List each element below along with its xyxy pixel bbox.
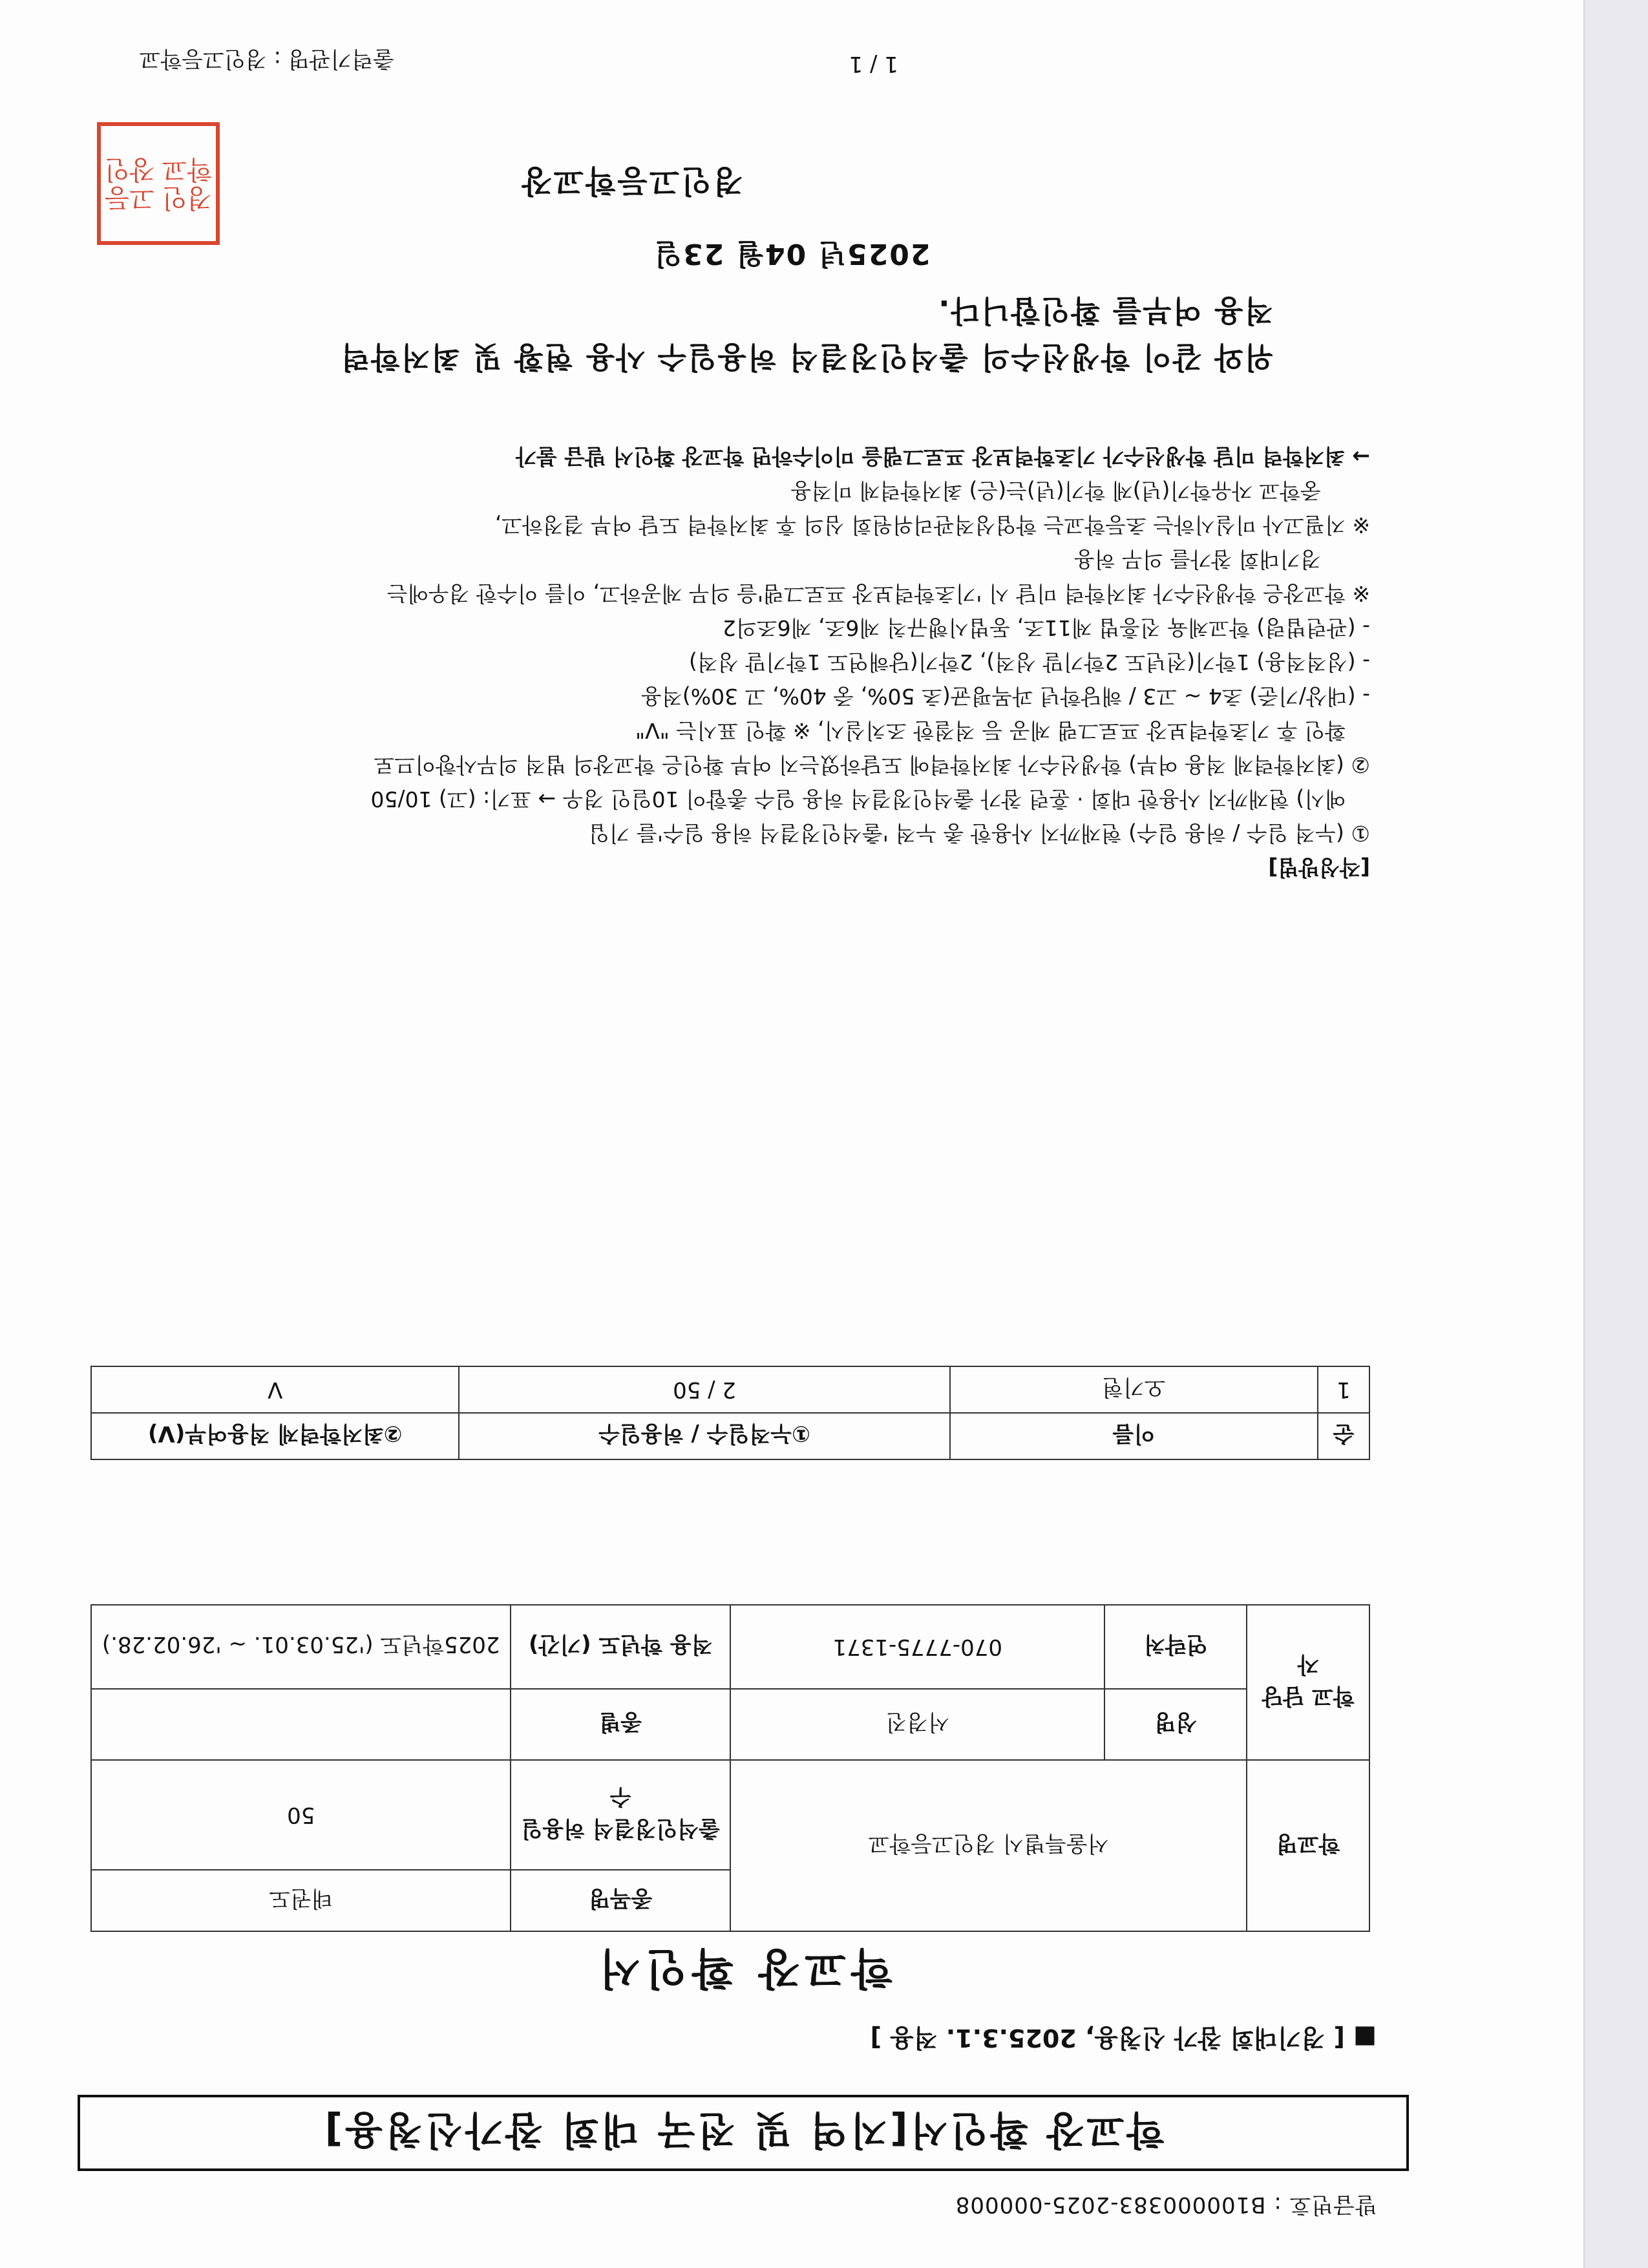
reference-note: ■ [ 경기대회 참가 신청용, 2025.3.1. 적용 ] xyxy=(870,2024,1377,2052)
contact-label: 연락처 xyxy=(1104,1605,1247,1689)
results-table xyxy=(90,1366,1370,1460)
confirmation-line-1: 위와 같이 학생선수의 출석인정결석 허용일수 사용 현황 및 최저학력 xyxy=(339,340,1273,375)
allowed-days-label: 출석인정결석 허용일수 xyxy=(511,1760,730,1870)
instruction-line: 예시) 현재까지 사용한 대회 · 훈련 참가 출석인정결석 허용 일수 총합이 10일인 경우 → 표기: (고) 10/50 xyxy=(370,787,1346,812)
instruction-line: → 최저학력 미달 학생선수가 기초학력보장 프로그램을 미이수하면 학교장 확인서 발급 불가 xyxy=(515,444,1370,469)
school-name-value: 서울특별시 경인고등학교 xyxy=(730,1760,1247,1931)
table-row xyxy=(91,1366,1369,1413)
certificate-title: 학교장 확인서 xyxy=(594,1944,893,1993)
seal-char: 장인 xyxy=(104,154,155,184)
instruction-line: 확인 후 기초학력보장 프로그램 제공 등 적절한 조치실시, ※ 확인 표시는 "V" xyxy=(635,718,1346,743)
teacher-group-label: 학교 담당자 xyxy=(1247,1605,1369,1760)
instruction-line: 중학교 자유학기(년)제 학기(년)는(은) 최저학력제 미적용 xyxy=(790,478,1321,503)
grade-label: 종별 xyxy=(511,1689,730,1760)
results-cell-minimum: V xyxy=(91,1366,459,1413)
period-label: 적용 학년도 (기간) xyxy=(511,1605,730,1689)
contact-value: 070-7775-1371 xyxy=(730,1605,1104,1689)
results-header-name: 이름 xyxy=(950,1413,1318,1459)
instructions xyxy=(90,440,1370,885)
results-cell-no: 1 xyxy=(1318,1366,1369,1413)
teacher-name-value: 서경진 xyxy=(730,1689,1104,1760)
instruction-line: 경기대회 참가를 의무 허용 xyxy=(1073,547,1321,572)
instruction-line: - (성적적용) 1학기(전년도 2학기말 성적), 2학기(당해연도 1학기말 성적) xyxy=(688,650,1370,675)
grade-value xyxy=(91,1689,511,1760)
official-seal xyxy=(97,122,220,245)
results-cell-days: 2 / 50 xyxy=(459,1366,949,1413)
sport-value: 태권도 xyxy=(91,1870,511,1931)
seal-char: 고등 xyxy=(104,183,155,213)
main-title-box xyxy=(78,2095,1409,2171)
issuer-name: 출력기관명 : 경인고등학교 xyxy=(139,46,394,72)
sport-label: 종목명 xyxy=(511,1870,730,1931)
instruction-line: - (대상/기준) 초4 ~ 고3 / 해당학년 과목평균(초 50%, 중 40%, 고 30%)적용 xyxy=(641,684,1370,709)
instruction-line: ① (누적 일수 / 허용 일수) 현재까지 사용한 총 누적 '출석인정결석 허용 일수'를 기입 xyxy=(588,821,1370,846)
instruction-line: ② (최저학력제 적용 여부) 학생선수가 최저학력에 도달하였는지 여부 확인은 학교장의 법적 의무사항이므로 xyxy=(374,752,1370,778)
confirmation-line-2: 적용 여부를 확인합니다. xyxy=(937,293,1273,328)
instruction-line: - (관련법령) 학교체육 진흥법 제11조, 동법시행규칙 제6조, 제6조의2 xyxy=(722,615,1370,641)
instructions-section-label: [작성방법] xyxy=(1268,855,1370,880)
results-header-days: ①누적일수 / 허용일수 xyxy=(459,1413,949,1459)
issue-number: 발급번호 : B100000383-2025-000008 xyxy=(955,2192,1377,2218)
seal-char: 경인 xyxy=(162,183,213,213)
page-number: 1 / 1 xyxy=(849,51,898,77)
info-table xyxy=(90,1604,1370,1932)
principal-name: 경인고등학교장 xyxy=(520,163,743,199)
confirmation-text xyxy=(71,288,1273,381)
period-value: 2025학년도 ('25.03.01. ~ '26.02.28.) xyxy=(91,1605,511,1689)
seal-char: 학교 xyxy=(162,154,213,184)
main-title: 학교장 확인서[지역 및 전국 대회 참가신청용] xyxy=(322,2107,1165,2152)
results-cell-name: 오기현 xyxy=(950,1366,1318,1413)
results-header-no: 순 xyxy=(1318,1413,1369,1459)
teacher-name-label: 성명 xyxy=(1104,1689,1247,1760)
allowed-days-value: 50 xyxy=(91,1760,511,1870)
instruction-line: ※ 학교장은 학생선수가 최저학력 미달 시 '기초학력보장 프로그램'을 의무 제공하고, 이를 이수한 경우에는 xyxy=(386,581,1370,606)
issue-date: 2025년 04월 23일 xyxy=(653,237,931,270)
school-name-label: 학교명 xyxy=(1247,1760,1369,1931)
instruction-line: ※ 지필고사 미실시하는 초등학교는 학업성적관리위원회 심의 후 최저학력 도달 여부 결정하고, xyxy=(494,513,1370,538)
results-header-minimum: ②최저학력제 적용여부(V) xyxy=(91,1413,459,1459)
